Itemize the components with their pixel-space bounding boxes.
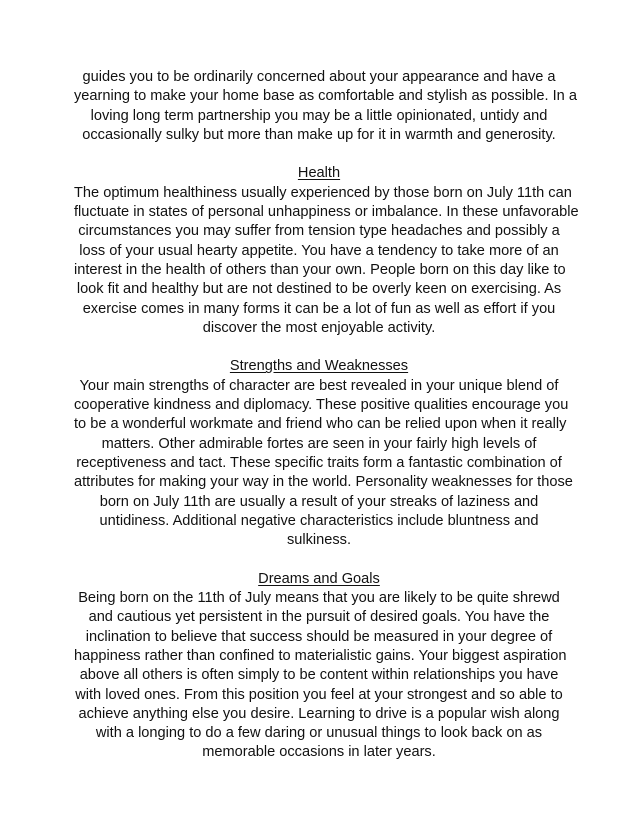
text-line: and cautious yet persistent in the pursuit of desired goals. You have the	[88, 609, 550, 626]
section-heading-dreams: Dreams and Goals	[258, 570, 380, 587]
text-line: above all others is often simply to be content within relationships you have	[79, 667, 559, 684]
strengths-paragraph	[74, 377, 573, 551]
paragraph-gap	[74, 145, 564, 164]
paragraph-gap	[74, 338, 564, 357]
text-line: sulkiness.	[286, 532, 352, 549]
text-line: with loved ones. From this position you feel at your strongest and so able to	[75, 686, 563, 703]
dreams-heading	[74, 570, 564, 589]
text-line: yearning to make your home base as comfortable and stylish as possible. In a	[74, 88, 577, 105]
paragraph-gap	[74, 550, 564, 569]
text-line: loving long term partnership you may be a little opinionated, untidy and	[90, 107, 548, 124]
text-line: The optimum healthiness usually experienced by those born on July 11th can	[74, 184, 572, 201]
text-line: Being born on the 11th of July means that you are likely to be quite shrewd	[78, 590, 560, 607]
text-line: cooperative kindness and diplomacy. These positive qualities encourage you	[74, 397, 569, 414]
text-line: Your main strengths of character are best revealed in your unique blend of	[79, 377, 559, 394]
health-paragraph	[74, 184, 579, 338]
text-line: loss of your usual hearty appetite. You have a tendency to take more of an	[79, 242, 559, 259]
text-line: with a longing to do a few daring or unusual things to look back on as	[95, 725, 543, 742]
document-body	[74, 68, 579, 763]
text-line: untidiness. Additional negative characteristics include bluntness and	[99, 512, 539, 529]
text-line: occasionally sulky but more than make up for it in warmth and generosity.	[82, 126, 556, 143]
text-line: fluctuate in states of personal unhappiness or imbalance. In these unfavorable	[74, 204, 579, 221]
text-line: discover the most enjoyable activity.	[202, 319, 436, 336]
text-line: circumstances you may suffer from tension type headaches and possibly a	[78, 223, 560, 240]
text-line: memorable occasions in later years.	[202, 744, 436, 761]
text-line: inclination to believe that success should be measured in your degree of	[85, 628, 553, 645]
section-heading-health: Health	[297, 165, 341, 182]
text-line: happiness rather than confined to materialistic gains. Your biggest aspiration	[74, 647, 567, 664]
text-line: receptiveness and tact. These specific traits form a fantastic combination of	[76, 454, 562, 471]
text-line: matters. Other admirable fortes are seen in your fairly high levels of	[101, 435, 537, 452]
intro-paragraph	[74, 68, 577, 145]
text-line: guides you to be ordinarily concerned about your appearance and have a	[82, 69, 556, 85]
dreams-paragraph	[74, 589, 567, 763]
text-line: interest in the health of others than your own. People born on this day like to	[74, 261, 566, 278]
text-line: exercise comes in many forms it can be a lot of fun as well as effort if you	[82, 300, 556, 317]
text-line: attributes for making your way in the world. Personality weaknesses for those	[74, 474, 573, 491]
strengths-heading	[74, 357, 564, 376]
text-line: look fit and healthy but are not destined to be overly keen on exercising. As	[76, 281, 562, 298]
text-line: achieve anything else you desire. Learning to drive is a popular wish along	[78, 705, 560, 722]
section-heading-strengths: Strengths and Weaknesses	[229, 358, 409, 375]
text-line: to be a wonderful workmate and friend who can be relied upon when it really	[74, 416, 567, 433]
text-line: born on July 11th are usually a result of your streaks of laziness and	[99, 493, 539, 510]
health-heading	[74, 164, 564, 183]
